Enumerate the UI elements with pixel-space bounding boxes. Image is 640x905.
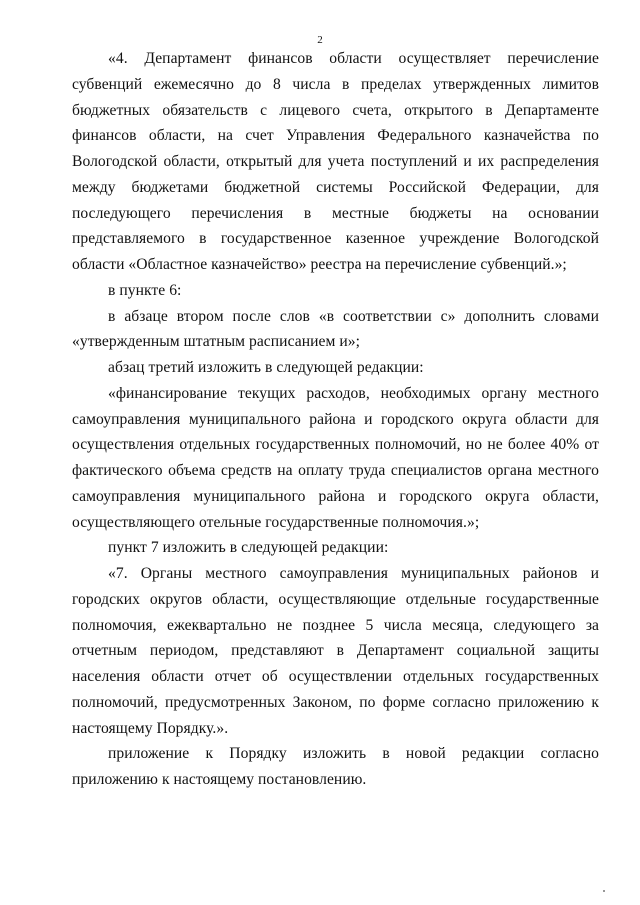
paragraph-clause-7: «7. Органы местного самоуправления муниципальных районов и городских округов области, осуществляющие отдельные государственные полномочия, ежеквартально не позднее 5 числа месяца, следующего за отчетным периодом, представляют в Департамент социальной защиты населения области отчет об осуществлении отдельных государственных полномочий, предусмотренных Законом, по форме согласно приложению к настоящему Порядку.». xyxy=(72,565,599,737)
scan-dot xyxy=(603,890,605,892)
document-body xyxy=(72,46,599,793)
paragraph-second-indent-amendment: в абзаце втором после слов «в соответствии с» дополнить словами «утвержденным штатным расписанием и»; xyxy=(72,307,599,351)
paragraph-point-7-intro: пункт 7 изложить в следующей редакции: xyxy=(108,539,389,557)
paragraph-appendix-note: приложение к Порядку изложить в новой редакции согласно приложению к настоящему постановлению. xyxy=(72,745,599,788)
paragraph-clause-4: «4. Департамент финансов области осуществляет перечисление субвенций ежемесячно до 8 числа в пределах утвержденных лимитов бюджетных обязательств с лицевого счета, открытого в Департаменте финансов области, на счет Управления Федерального казначейства по Вологодской области, открытый для учета поступлений и их распределения между бюджетами бюджетной системы Российской Федерации, для последующего перечисления в местные бюджеты на основании представляемого в государственное казенное учреждение Вологодской области «Областное казначейство» реестра на перечисление субвенций.»; xyxy=(72,50,599,273)
paragraph-financing-text: «финансирование текущих расходов, необходимых органу местного самоуправления муниципального района и городского округа области для осуществления отдельных государственных полномочий, но не более 40% от фактического объема средств на оплату труда специалистов органа местного самоуправления муниципального района и городского округа области, осуществляющего отельные государственные полномочия.»; xyxy=(72,384,599,531)
paragraph-third-indent-intro: абзац третий изложить в следующей редакции: xyxy=(108,359,424,376)
page-number: 2 xyxy=(317,34,323,46)
paragraph-point-6-intro: в пункте 6: xyxy=(108,281,182,299)
